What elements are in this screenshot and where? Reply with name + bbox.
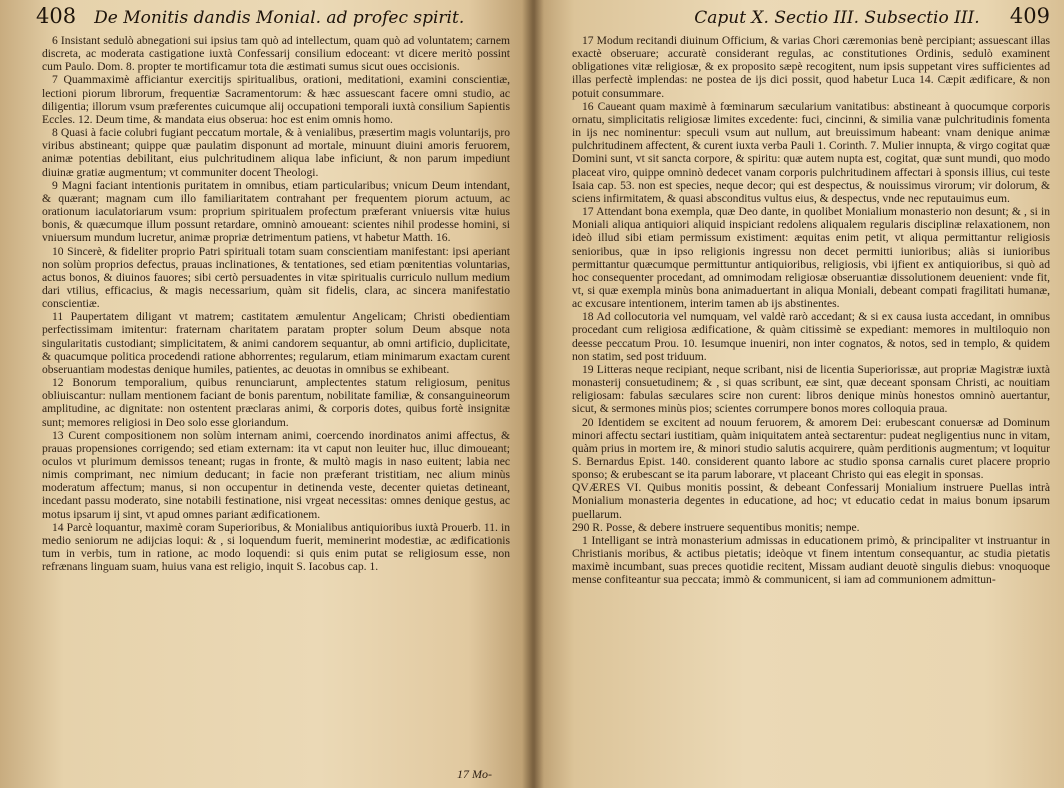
right-page-body	[572, 34, 1050, 587]
right-page	[532, 0, 1064, 788]
paragraph: 16 Caueant quam maximè à fœminarum sæcularium vanitatibus: abstineant à quocumque corporis ornatu, simplicitatis religiosæ limites excedente: fuci, cincinni, & similia vanæ pulchritudinis fomenta in ijs nec nominentur: speculi vsum aut nullum, aut breuissimum habeant: vnam denique animæ pulchritudinem affectent, & curent iuxta verba Pauli 1. Corinth. 7. Mulier innupta, & virgo cogitat quæ Domini sunt, vt sit sancta corpore, & spiritu: quæ autem nupta est, cogitat, quæ sunt mundi, quo modo placeat viro, quippe omninò dedecet vanam corporis pulchritudinem affectari à sponsis illius, cui teste Isaia cap. 53. non est species, neque decor; qui est despectus, & nouissimus virorum; vir dolorum, & sciens infirmitatem, & quasi absconditus vultus eius, & despectus, vnde nec reputauimus eum.	[572, 99, 1050, 205]
paragraph: 9 Magni faciant intentionis puritatem in omnibus, etiam particularibus; vnicum Deum intendant, & quærant; magnam cum illo familiaritatem contrahant per frequentem piorum actuum, ac orationum iaculatoriarum vsum: proprium spiritualem profectum præferant vniuersis vitæ huius bonis, & quæcumque illum possunt retardare, omninò amoueant: scientes nihil prodesse homini, si vniuersum mundum lucretur, animæ propriæ detrimentum patiens, vt habetur Matth. 16.	[42, 178, 510, 245]
paragraph: 1 Intelligant se intrà monasterium admissas in educationem primò, & principaliter vt instruantur in Christianis moribus, & actibus pietatis; ideòque vt finem intentum consequantur, ac studia pietatis maximè incumbant, suas preces quotidie recitent, Missam audiant deuotè singulis diebus: vnoquoque mense confiteantur sua peccata; immò & communicent, si iam ad communionem admittun-	[572, 533, 1050, 587]
paragraph: 17 Attendant bona exempla, quæ Deo dante, in quolibet Monialium monasterio non desunt; & , si in Moniali aliqua antiquiori aliquid inspiciant redolens aliqualem regularis disciplinæ relaxationem, non ideò illud sibi etiam permissum existiment: æquitas enim petit, vt aliqua permittantur religiosis senioribus, quæ in ipso religionis ingressu non decet permitti iunioribus; aliàs si iunioribus permittantur quæcumque permittuntur antiquioribus, religiosis, vbi ijfient ex antiquioribus, si quò ad hoc consequenter procedant, ad omnimodam religiosæ obseruantiæ dissolutionem deuenient: vnde fit, vt, si quæ exempla minùs bona animaduertant in aliqua Moniali, debeant compati fragilitati humanæ, ac excusare intentionem, interim tamen ab ijs abstinentes.	[572, 205, 1050, 311]
left-page-body	[42, 34, 510, 573]
catchword: 17 Mo-	[457, 767, 492, 781]
left-page-header	[36, 4, 510, 34]
running-head: De Monitis dandis Monial. ad profec spirit.	[94, 8, 465, 28]
paragraph: 7 Quammaximè afficiantur exercitijs spiritualibus, orationi, meditationi, examini conscientiæ, lectioni piorum librorum, frequentiæ Sacramentorum: & hæc assuescant facere omni studio, ac diligentia; illorum vsum præferentes cuicumque alij occupationi temporali iuxtà consilium Sapientis Eccles. 12. Deum time, & mandata eius obserua: hoc est enim omnis homo.	[42, 73, 510, 126]
paragraph: 13 Curent compositionem non solùm internam animi, coercendo inordinatos animi affectus, & prauas propensiones corrigendo; sed etiam externam: ita vt caput non leuiter huc, illuc dimoueant; oculos vt plurimum demissos teneant; rugas in fronte, & multò magis in naso euitent; labia nec nimis comprimant, nec nimium deducant; in facie non præferant tristitiam, nec alium minùs moderatum affectum; manus, si non occupentur in detinenda veste, decenter quietas detineant, incedant passu moderato, sine notabili festinatione, nisi vrgeat necessitas: omnes denique gestus, ac motus ipsarum ij sint, vt apud omnes pariant ædificationem.	[42, 428, 510, 521]
paragraph: 19 Litteras neque recipiant, neque scribant, nisi de licentia Superiorissæ, aut propriæ Magistræ iuxtà monasterij consuetudinem; & , si quas scribunt, eæ sint, quæ deceant sponsam Christi, ac nouitiam religiosam: fabulas sæculares scire non curent: libros denique minùs honestos omninò auertantur, sicut, & sermones minùs pios; scientes corrumpere bonos mores colloquia praua.	[572, 362, 1050, 416]
page-number: 408	[36, 4, 77, 28]
running-head: Caput X. Sectio III. Subsectio III.	[694, 8, 980, 28]
paragraph: 8 Quasi à facie colubri fugiant peccatum mortale, & à venialibus, præsertim magis voluntarijs, pro viribus abstineant; quippe quæ paulatim disponunt ad mortale, minuunt diuini amoris feruorem, animæ potentias debilitant, eius pulchritudinem aliqua labe inficiunt, & non parum impediunt diuinæ gratiæ augmentum; vt communiter docent Theologi.	[42, 126, 510, 179]
question-heading: QVÆRES VI. Quibus monitis possint, & debeant Confessarij Monialium instruere Puellas intrà Monialium monasteria degentes in educatione, ad hoc; vt educatio cedat in maius bonum ipsarum puellarum.	[572, 481, 1050, 521]
paragraph: 6 Insistant sedulò abnegationi sui ipsius tam quò ad intellectum, quam quò ad voluntatem; carnem discreta, ac moderata castigatione iuxtà Confessarij consilium edoceant: vt dicere meritò possint cum Paulo. Dom. 8. propter te mortificamur tota die æstimati sumus sicut oues occisionis.	[42, 34, 510, 74]
page-number: 409	[1009, 4, 1050, 28]
paragraph: 10 Sincerè, & fideliter proprio Patri spirituali totam suam conscientiam manifestant: ipsi aperiant non solùm proprios defectus, prauas inclinationes, & tentationes, sed etiam pœnitentias voluntarias, actus bonos, & diuinos fauores; sibi certò persuadentes in vitæ spiritualis curriculo nullum medium dari vtilius, efficacius, & magis necessarium, quàm sit fidelis, clara, ac sincera manifestatio conscientiæ.	[42, 244, 510, 311]
paragraph: 11 Paupertatem diligant vt matrem; castitatem æmulentur Angelicam; Christi obedientiam perfectissimam imitentur: fraternam charitatem paratam propter solum Deum absque nota singularitatis custodiant; simplicitatem, & animi candorem sequantur, ab omni artificio, duplicitate, & quacumque politica procedendi ratione abhorrentes; regularum, etiam minimarum exactam curent obseruantiam modestas denique humiles, patientes, ac deuotas in omnibus se exhibeant.	[42, 310, 510, 376]
paragraph: 14 Parcè loquantur, maximè coram Superioribus, & Monialibus antiquioribus iuxtà Prouerb. 11. in medio seniorum ne adijcias loqui: & , si loquendum fuerit, meminerint modestiæ, ac ædificationis tum in verbis, tum in ratione, ac modo loquendi: si quis enim putat se religiosum esse, non refrænans linguam suam, huius vana est religio, inquit S. Iacobus cap. 1.	[42, 520, 510, 574]
right-page-header	[572, 4, 1050, 34]
paragraph: 290 R. Posse, & debere instruere sequentibus monitis; nempe.	[572, 520, 860, 534]
paragraph: 18 Ad collocutoria vel numquam, vel valdè rarò accedant; & si ex causa iusta accedant, in omnibus procedant cum religiosa ædificatione, & quàm citissimè se expediant: memores in multiloquio non deesse peccatum Prou. 10. Iesumque inueniri, non inter cognatos, & notos, sed in templo, & quidem non statim, sed post triduum.	[572, 310, 1050, 363]
paragraph: 20 Identidem se excitent ad nouum feruorem, & amorem Dei: erubescant conuersæ ad Dominum minori affectu sectari iustitiam, quàm iniquitatem anteà sectarentur: pudeat negligentius nunc in vitam, quàm prius in mortem ire, & minori studio salutis acquirere, quàm perditionis augmentum; vt loquitur S. Bernardus Epist. 140. considerent quanto labore ac studio sponsa carnalis curet placere proprio sponso; & erubescant se ita parum laborare, vt placeant Christo qui eas elegit in sponsas.	[572, 415, 1050, 482]
paragraph: 12 Bonorum temporalium, quibus renunciarunt, amplectentes statum religiosum, penitus obliuiscantur: nullam mentionem faciant de bonis parentum, nobilitate familiæ, & consanguineorum amplitudine, ac dignitate: non ostentent præclaras animi, & corporis dotes, quibus fortè insignitæ sunt; memores religiosi in Deo solo esse gloriandum.	[42, 376, 510, 429]
paragraph: 17 Modum recitandi diuinum Officium, & varias Chori cæremonias benè percipiant; assuescant illas exactè obseruare; accuratè considerant regulas, ac constitutiones Ordinis, sedulò examinent obligationes vitæ religiosæ, & ex proposito sæpè recogitent, num ipsis suppetant vires sufficientes ad illas perfectè implendas: ne postea de ijs dici possit, quod habetur Luca 14. Cæpit ædificare, & non potuit consummare.	[572, 34, 1050, 100]
